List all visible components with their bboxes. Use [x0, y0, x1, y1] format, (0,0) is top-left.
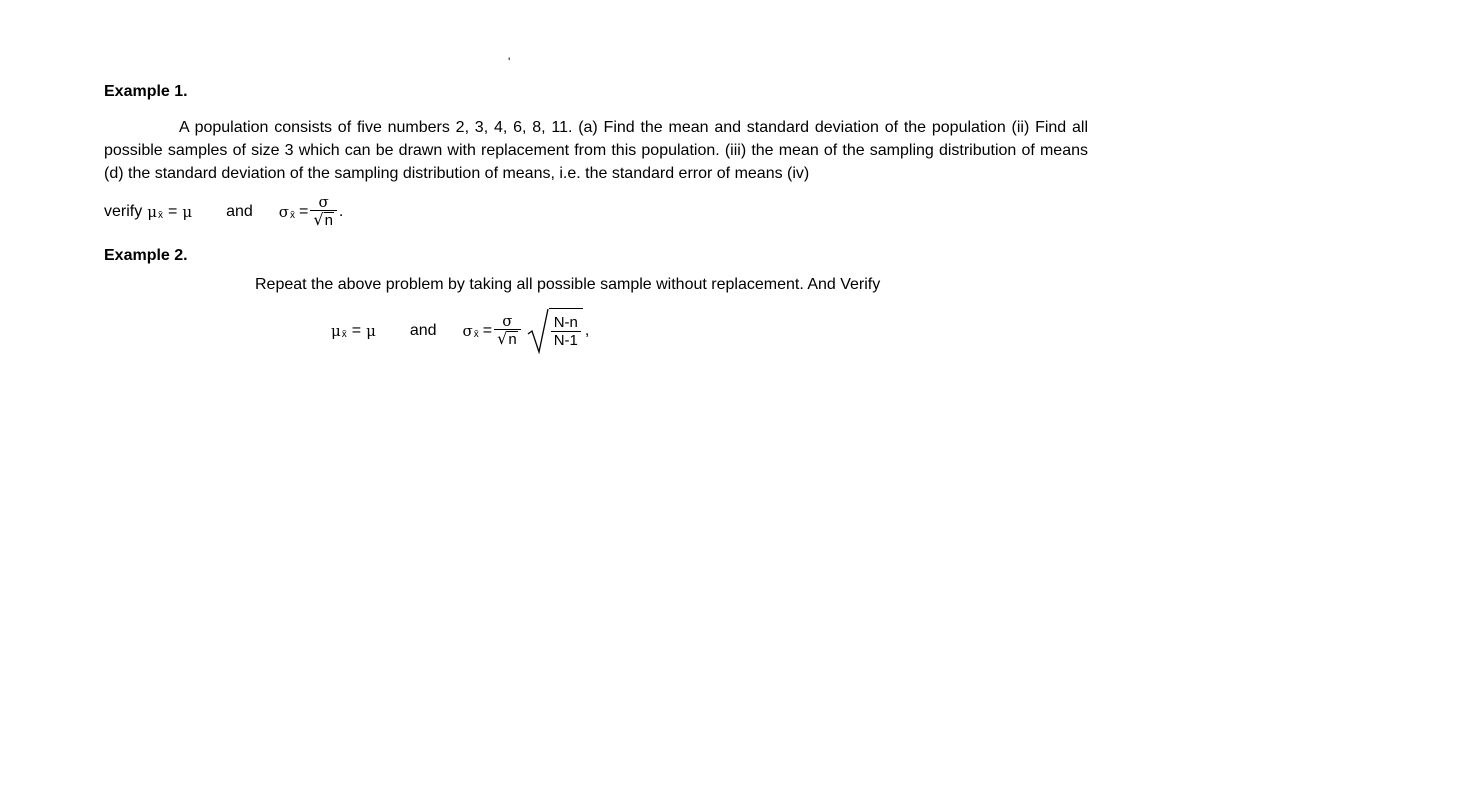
radicand: n	[324, 212, 333, 229]
comma: ,	[584, 322, 590, 339]
sigma-over-root-n-fraction	[310, 194, 337, 230]
radicand: n	[508, 331, 517, 348]
fraction-numerator: σ	[502, 312, 513, 330]
xbar-subscript: x̄	[157, 210, 163, 221]
and-word: and	[409, 322, 437, 339]
sigma-symbol: σ	[278, 203, 290, 221]
fpc-numerator: N-n	[553, 314, 578, 331]
fpc-denominator: N-1	[551, 331, 581, 350]
xbar-subscript: x̄	[341, 329, 347, 340]
example-2-formula	[331, 308, 589, 354]
and-word: and	[226, 203, 253, 220]
xbar-subscript: x̄	[473, 329, 479, 340]
example-1-formula	[104, 194, 343, 230]
example-1-heading: Example 1.	[104, 83, 188, 100]
fraction-denominator	[494, 329, 521, 349]
fpc-fraction	[551, 315, 581, 350]
radicand	[549, 308, 583, 354]
example-1-paragraph	[104, 116, 1088, 185]
xbar-subscript: x̄	[290, 210, 296, 221]
example-2-instruction: Repeat the above problem by taking all possible sample without replacement. And Verify	[255, 276, 881, 293]
period: .	[338, 203, 344, 220]
fraction-denominator	[310, 210, 337, 230]
square-root	[313, 211, 334, 229]
radical-sign-icon: √	[313, 210, 324, 229]
sigma-symbol: σ	[462, 322, 473, 340]
equals-sign: =	[167, 203, 178, 220]
mu-symbol: μ	[147, 203, 157, 221]
verify-word: verify	[104, 203, 143, 220]
mu-symbol: μ	[366, 322, 376, 340]
equals-sign: =	[482, 322, 493, 339]
stray-mark: '	[508, 55, 511, 69]
square-root	[497, 330, 518, 348]
large-radical-sign-icon	[527, 308, 549, 354]
equals-sign: =	[299, 203, 309, 220]
mu-symbol: μ	[182, 203, 193, 221]
equals-sign: =	[351, 322, 362, 339]
finite-population-correction-root	[527, 308, 583, 354]
radical-sign-icon: √	[497, 329, 508, 348]
mu-symbol: μ	[331, 322, 341, 340]
fraction-numerator: σ	[318, 193, 329, 211]
example-2-heading: Example 2.	[104, 247, 188, 264]
sigma-over-root-n-fraction	[494, 313, 521, 349]
example-1-text: A population consists of five numbers 2, 3, 4, 6, 8, 11. (a) Find the mean and standard deviation of the population (ii) Find all possible samples of size 3 which can be drawn with replacement from this population. (iii) the mean of the sampling distribution of means (d) the standard deviation of the sampling distribution of means, i.e. the standard error of means (iv)	[104, 119, 1088, 182]
